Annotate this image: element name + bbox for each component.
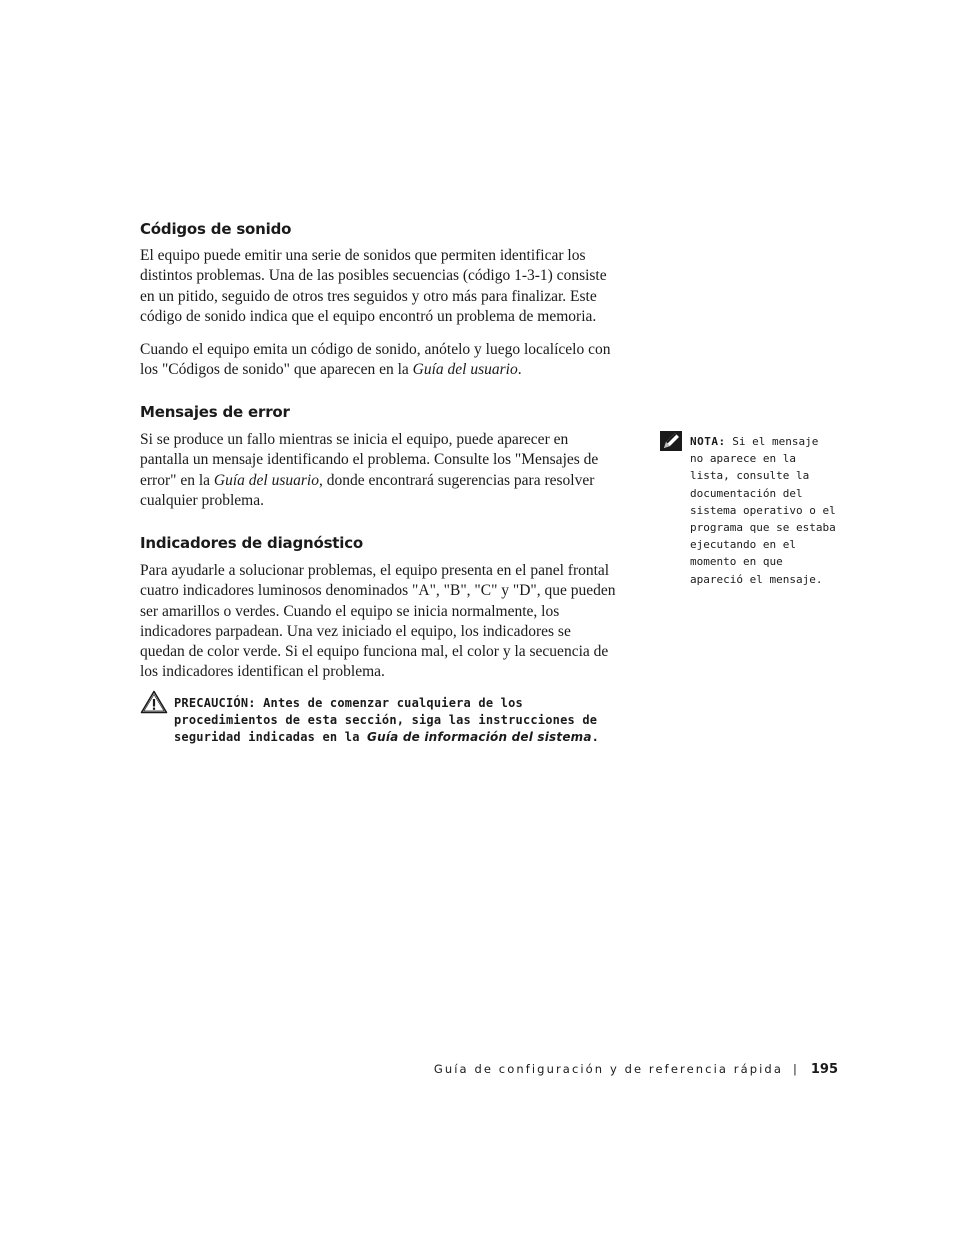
heading-indicadores-de-diagnostico: Indicadores de diagnóstico <box>140 534 364 552</box>
note-pencil-icon <box>660 431 682 451</box>
footer-guide-title: Guía de configuración y de referencia rápida <box>433 1062 783 1076</box>
paragraph-mensajes: Si se produce un fallo mientras se inicia el equipo, puede aparecer en pantalla un mensaje identificando el problema. Consulte los "Mensajes de error" en la Guía del usuario, donde encontrará sugerencias para resolver cualquier problema. <box>140 431 599 509</box>
guide-reference: Guía del usuario <box>412 361 518 379</box>
warning-triangle-icon <box>140 690 168 714</box>
paragraph-codigos-1: El equipo puede emitir una serie de sonidos que permiten identificar los distintos problemas. Una de las posibles secuencias (código 1-3-1) consiste en un pitido, seguido de otros tres seguidos y otro más para finalizar. Este código de sonido indica que el equipo encontró un problema de memoria. <box>140 247 607 325</box>
paragraph-indicadores: Para ayudarle a solucionar problemas, el equipo presenta en el panel frontal cuatro indicadores luminosos denominados "A", "B", "C" y "D", que pueden ser amarillos o verdes. Cuando el equipo se inicia normalmente, los indicadores parpadean. Una vez iniciado el equipo, los indicadores se quedan de color verde. Si el equipo funciona mal, el color y la secuencia de los indicadores identifican el problema. <box>140 562 616 681</box>
system-guide-reference: Guía de información del sistema <box>367 730 592 744</box>
page-number: 195 <box>810 1062 838 1077</box>
heading-codigos-de-sonido: Códigos de sonido <box>140 220 292 238</box>
guide-reference: Guía del usuario <box>213 471 319 489</box>
note-text: NOTA: Si el mensaje no aparece en la lista, consulte la documentación del sistema operativo o el programa que se estaba ejecutando en el momento en que apareció el mensaje. <box>690 435 836 586</box>
page-footer <box>434 1062 838 1077</box>
caution-text: PRECAUCIÓN: Antes de comenzar cualquiera de los procedimientos de esta sección, siga las instrucciones de seguridad indicadas en la Guía de información del sistema. <box>174 696 600 744</box>
footer-separator: | <box>792 1062 797 1076</box>
note-label: NOTA: <box>690 435 726 448</box>
paragraph-codigos-2: Cuando el equipo emita un código de sonido, anótelo y luego localícelo con los "Códigos de sonido" que aparecen en la Guía del usuario. <box>140 341 611 379</box>
heading-mensajes-de-error: Mensajes de error <box>140 403 290 421</box>
